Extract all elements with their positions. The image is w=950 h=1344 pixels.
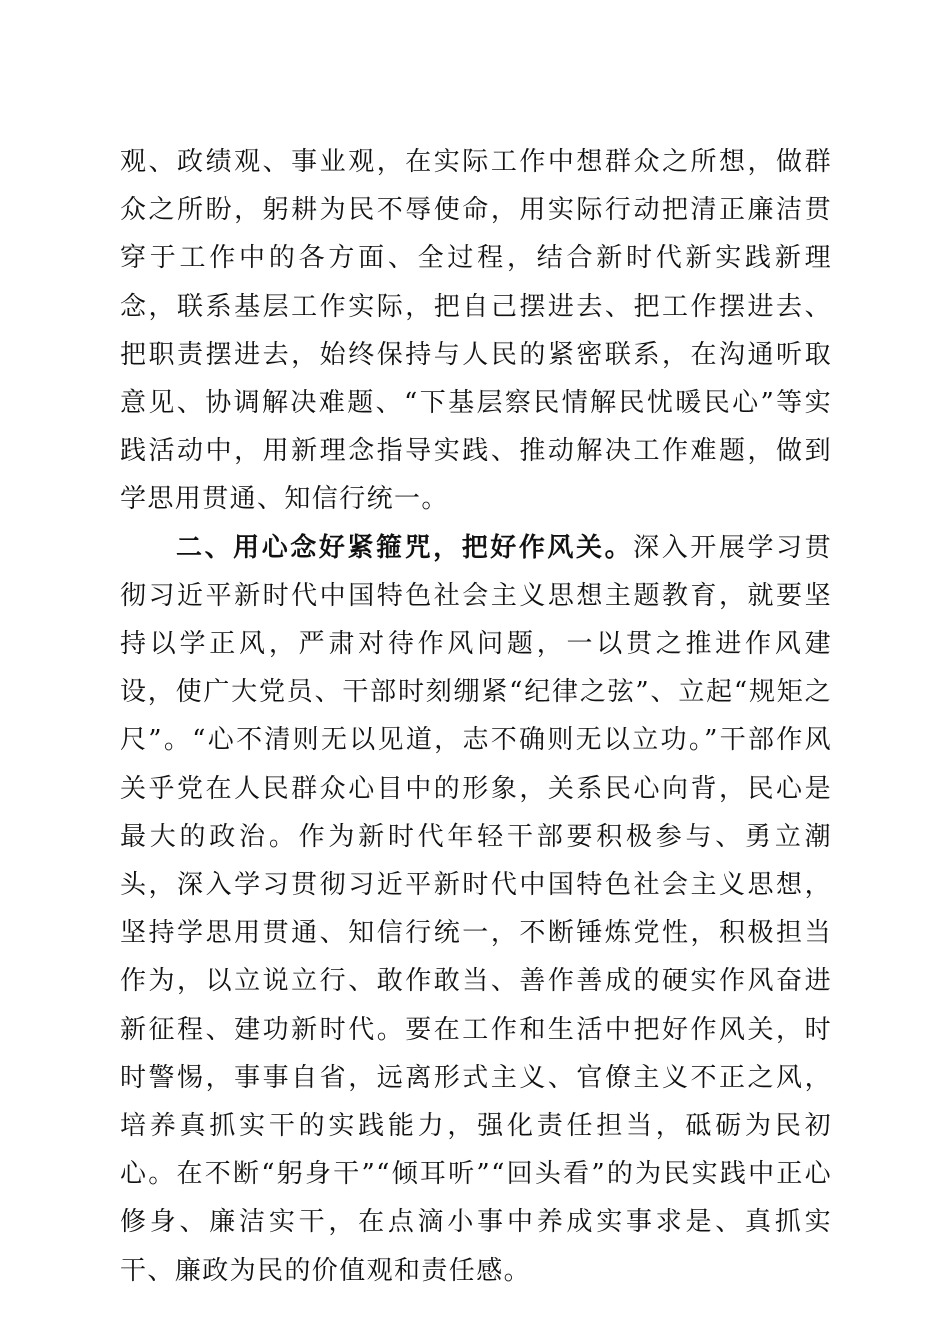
document-body — [120, 138, 832, 1295]
paragraph-section-two — [120, 524, 832, 1295]
paragraph-text: 观、政绩观、事业观，在实际工作中想群众之所想，做群众之所盼，躬耕为民不辱使命，用实际行动把清正廉洁贯穿于工作中的各方面、全过程，结合新时代新实践新理念，联系基层工作实际，把自己摆进去、把工作摆进去、把职责摆进去，始终保持与人民的紧密联系，在沟通听取意见、协调解决难题、“下基层察民情解民忧暖民心”等实践活动中，用新理念指导实践、推动解决工作难题，做到学思用贯通、知信行统一。 — [120, 147, 832, 515]
paragraph-text: 深入开展学习贯彻习近平新时代中国特色社会主义思想主题教育，就要坚持以学正风，严肃对待作风问题，一以贯之推进作风建设，使广大党员、干部时刻绷紧“纪律之弦”、立起“规矩之尺”。“心不清则无以见道，志不确则无以立功。”干部作风关乎党在人民群众心目中的形象，关系民心向背，民心是最大的政治。作为新时代年轻干部要积极参与、勇立潮头，深入学习贯彻习近平新时代中国特色社会主义思想，坚持学思用贯通、知信行统一，不断锤炼党性，积极担当作为，以立说立行、敢作敢当、善作善成的硬实作风奋进新征程、建功新时代。要在工作和生活中把好作风关，时时警惕，事事自省，远离形式主义、官僚主义不正之风，培养真抓实干的实践能力，强化责任担当，砥砺为民初心。在不断“躬身干”“倾耳听”“回头看”的为民实践中正心修身、廉洁实干，在点滴小事中养成实事求是、真抓实干、廉政为民的价值观和责任感。 — [120, 532, 832, 1286]
section-heading: 二、用心念好紧箍咒，把好作风关。 — [176, 532, 634, 563]
paragraph-continued — [120, 138, 832, 524]
